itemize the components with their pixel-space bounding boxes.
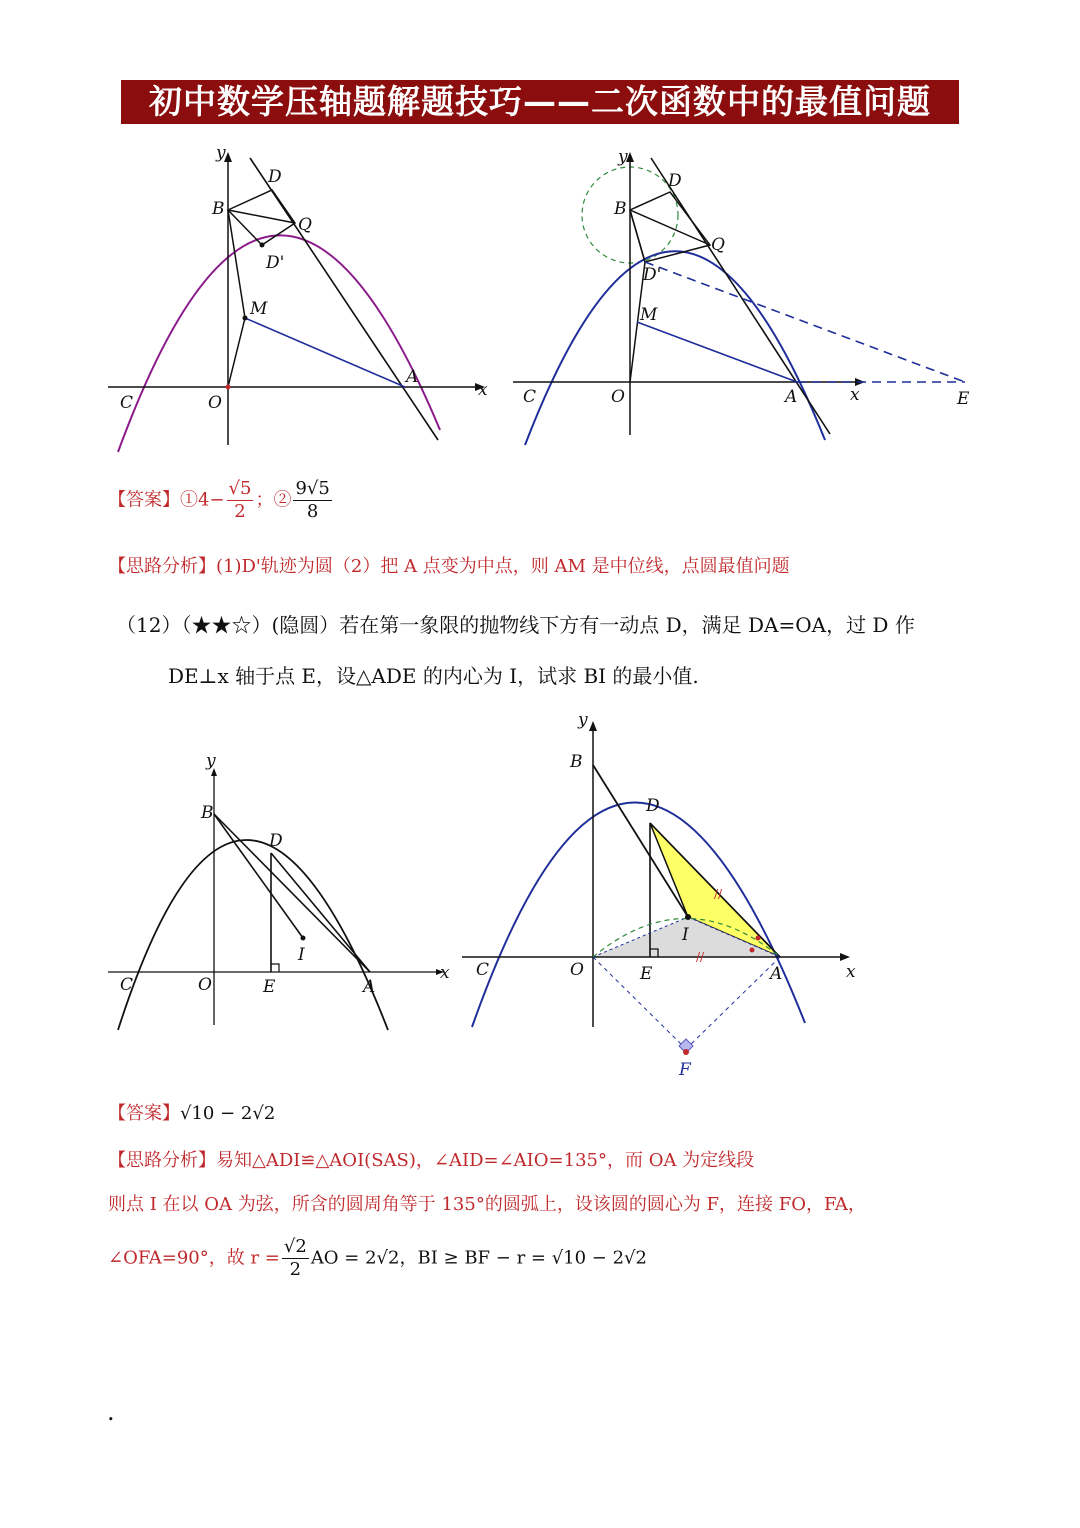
line-DA bbox=[250, 158, 438, 440]
label-B: B bbox=[614, 199, 627, 219]
svg-text://: // bbox=[696, 950, 705, 964]
segment-MB bbox=[228, 210, 245, 318]
label-M: M bbox=[640, 305, 658, 325]
analysis-1: 【思路分析】(1)D'轨迹为圆（2）把 A 点变为中点，则 AM 是中位线，点圆最值问题 bbox=[108, 556, 790, 577]
label-x: x bbox=[846, 962, 856, 982]
bottom-mark: . bbox=[107, 1398, 115, 1426]
label-x: x bbox=[440, 963, 450, 983]
analysis-2-line-1: 【思路分析】易知△ADI≌△AOI(SAS)，∠AID=∠AIO=135°，而 OA 为定线段 bbox=[108, 1150, 755, 1171]
segment-BI bbox=[593, 765, 688, 917]
answer-tag: 【答案】 bbox=[108, 1103, 180, 1124]
label-y: y bbox=[578, 710, 588, 730]
figure-4 bbox=[460, 705, 880, 1090]
label-D: D bbox=[646, 796, 660, 816]
label-Q: Q bbox=[298, 215, 312, 235]
label-M: M bbox=[250, 299, 268, 319]
label-D: D bbox=[668, 171, 682, 191]
label-C: C bbox=[120, 393, 134, 413]
label-D: D bbox=[268, 167, 282, 187]
label-E: E bbox=[263, 977, 276, 997]
segment-DA bbox=[271, 853, 370, 972]
label-F: F bbox=[679, 1060, 691, 1080]
answer-tag: 【答案】 bbox=[108, 489, 180, 511]
label-B: B bbox=[570, 752, 583, 772]
label-y: y bbox=[216, 143, 226, 163]
segment-BA bbox=[214, 814, 370, 972]
label-C: C bbox=[476, 960, 490, 980]
label-O: O bbox=[611, 387, 625, 407]
answer-1: 【答案】①4− $\frac{√5}{2}$ ；② $\frac{9√5}{8}$ bbox=[108, 478, 330, 522]
label-C: C bbox=[523, 387, 537, 407]
quad-BDQD bbox=[228, 190, 295, 245]
label-Q: Q bbox=[711, 235, 725, 255]
label-x: x bbox=[478, 380, 488, 400]
label-I: I bbox=[682, 925, 689, 945]
label-I: I bbox=[298, 945, 305, 965]
figure-2 bbox=[505, 140, 985, 460]
fraction: $\frac{√2}{2}$ bbox=[283, 1236, 307, 1280]
label-O: O bbox=[208, 393, 222, 413]
figure-3 bbox=[100, 750, 460, 1040]
label-y: y bbox=[206, 751, 216, 771]
segment-DE bbox=[645, 262, 965, 382]
label-x: x bbox=[850, 385, 860, 405]
label-O: O bbox=[198, 975, 212, 995]
segment-OM bbox=[228, 318, 245, 387]
label-A: A bbox=[785, 387, 798, 407]
label-B: B bbox=[212, 199, 225, 219]
problem-12-line-1: （12）（★★☆）(隐圆）若在第一象限的抛物线下方有一动点 D，满足 DA=OA，过 D 作 bbox=[116, 613, 915, 637]
label-E: E bbox=[957, 389, 970, 409]
label-C: C bbox=[120, 975, 134, 995]
label-A: A bbox=[770, 964, 783, 984]
line-DA bbox=[651, 158, 830, 434]
label-D: D bbox=[269, 831, 283, 851]
fraction: $\frac{9√5}{8}$ bbox=[295, 478, 330, 522]
segment-FA bbox=[686, 957, 783, 1049]
label-y: y bbox=[618, 147, 628, 167]
problem-12-line-2: DE⊥x 轴于点 E，设△ADE 的内心为 I，试求 BI 的最小值. bbox=[168, 664, 699, 688]
page-title: 初中数学压轴题解题技巧——二次函数中的最值问题 bbox=[121, 80, 959, 124]
parabola bbox=[525, 251, 825, 445]
analysis-2-line-3: ∠OFA=90°，故 r = $\frac{√2}{2}$ AO = 2√2，BI ≥ BF − r = √10 − 2√2 bbox=[108, 1236, 647, 1280]
answer-2: 【答案】√10 − 2√2 bbox=[108, 1103, 276, 1124]
analysis-2-line-2: 则点 I 在以 OA 为弦，所含的圆周角等于 135°的圆弧上，设该圆的圆心为 F，连接 FO，FA， bbox=[108, 1194, 866, 1215]
segment-MA bbox=[245, 318, 405, 387]
fraction: $\frac{√5}{2}$ bbox=[228, 478, 252, 522]
label-Dprime: D' bbox=[643, 265, 662, 285]
label-Dprime: D' bbox=[266, 253, 285, 273]
label-A: A bbox=[406, 367, 419, 387]
label-O: O bbox=[570, 960, 584, 980]
figure-1 bbox=[100, 140, 500, 460]
label-A: A bbox=[363, 977, 376, 997]
label-B: B bbox=[201, 803, 214, 823]
label-E: E bbox=[640, 964, 653, 984]
svg-text://: // bbox=[714, 887, 723, 901]
